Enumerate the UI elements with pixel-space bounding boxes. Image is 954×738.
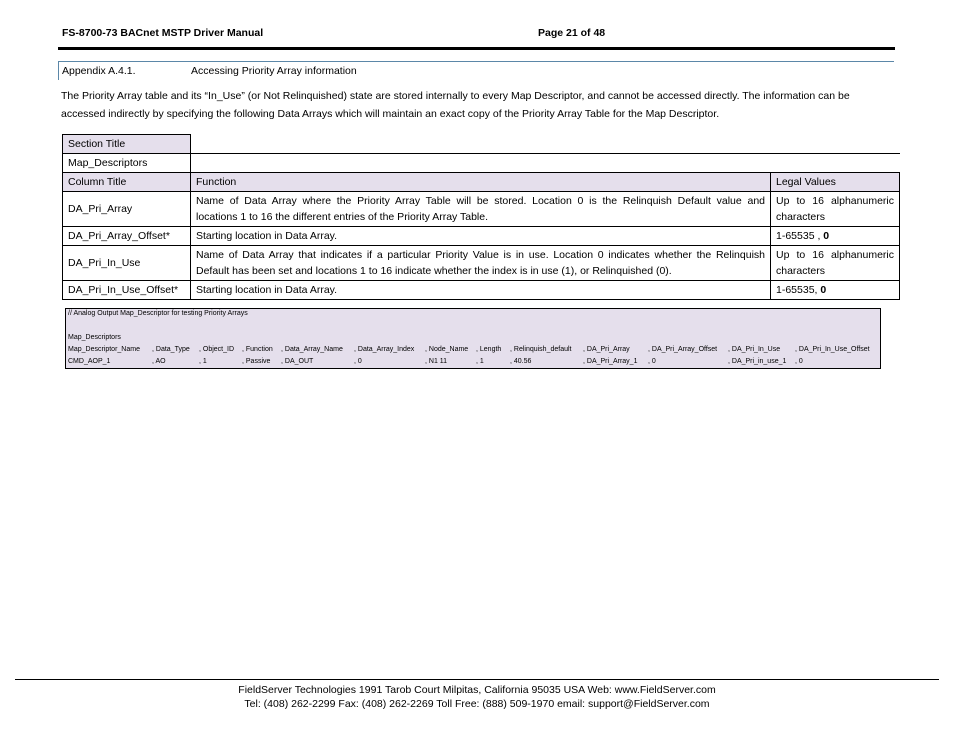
config-value: , AO	[152, 358, 166, 365]
config-value: , 40.56	[510, 358, 532, 365]
table-row	[63, 227, 900, 246]
row-function: Starting location in Data Array.	[191, 227, 771, 246]
config-column: , Object_ID	[199, 346, 235, 353]
table-header-row	[63, 173, 900, 192]
function-header: Function	[191, 173, 771, 192]
section-title-value: Map_Descriptors	[63, 154, 191, 173]
row-function: Name of Data Array where the Priority Array Table will be stored. Location 0 is the Relinquish Default value and locations 1 to 16 the different entries of the Priority Array Table.	[191, 192, 771, 227]
config-column: , Data_Type	[152, 346, 190, 353]
column-title-header: Column Title	[63, 173, 191, 192]
table-row	[63, 281, 900, 300]
table-row	[63, 192, 900, 227]
row-title: DA_Pri_Array	[63, 192, 191, 227]
section-title-label: Section Title	[63, 135, 191, 154]
config-column: , Data_Array_Index	[354, 346, 415, 353]
config-value-row	[66, 357, 882, 366]
config-value: , Passive	[242, 358, 271, 365]
config-value: , 0	[795, 358, 803, 365]
legal-values-header: Legal Values	[771, 173, 900, 192]
config-value: , 0	[648, 358, 656, 365]
row-legal-values: 1-65535 , 0	[771, 227, 900, 246]
document-title: FS-8700-73 BACnet MSTP Driver Manual	[62, 27, 264, 39]
config-value: , 0	[354, 358, 362, 365]
config-value: , N1 11	[425, 358, 448, 365]
row-legal-values: Up to 16 alphanumeric characters	[771, 246, 900, 281]
config-column: Map_Descriptor_Name	[68, 346, 140, 353]
config-column: , DA_Pri_In_Use	[728, 346, 781, 353]
table-row	[63, 246, 900, 281]
row-title: DA_Pri_In_Use	[63, 246, 191, 281]
row-title: DA_Pri_In_Use_Offset*	[63, 281, 191, 300]
config-value: , DA_OUT	[281, 358, 314, 365]
config-example-box	[65, 308, 881, 369]
intro-paragraph: The Priority Array table and its “In_Use” (or Not Relinquished) state are stored internally to every Map Descriptor, and cannot be accessed directly. The information can be accessed indirectly by specifying the following Data Arrays which will maintain an exact copy of the Priority Array Table for the Map Descriptor.	[61, 90, 850, 120]
config-value: CMD_AOP_1	[68, 358, 111, 365]
config-column: , DA_Pri_In_Use_Offset	[795, 346, 870, 353]
row-function: Name of Data Array that indicates if a particular Priority Value is in use. Location 0 indicates whether the Relinquish Default has been set and locations 1 to 16 indicate whether the index is in use (1), or Relinquished (0).	[191, 246, 771, 281]
config-column: , Node_Name	[425, 346, 469, 353]
footer-contact: Tel: (408) 262-2299 Fax: (408) 262-2269 Toll Free: (888) 509-1970 email: support@FieldServer.com	[244, 698, 710, 710]
config-section: Map_Descriptors	[68, 334, 121, 341]
row-legal-values: 1-65535, 0	[771, 281, 900, 300]
row-function: Starting location in Data Array.	[191, 281, 771, 300]
config-column: , DA_Pri_Array_Offset	[648, 346, 718, 353]
section-value-row	[63, 154, 900, 173]
appendix-title: Accessing Priority Array information	[191, 65, 357, 77]
config-value: , DA_Pri_Array_1	[583, 358, 638, 365]
config-value: , DA_Pri_in_use_1	[728, 358, 787, 365]
row-title: DA_Pri_Array_Offset*	[63, 227, 191, 246]
config-column-row	[66, 345, 882, 354]
priority-array-table	[62, 134, 900, 300]
appendix-heading-box	[58, 61, 894, 80]
config-value: , 1	[199, 358, 207, 365]
config-column: , Length	[476, 346, 502, 353]
page-number: Page 21 of 48	[538, 27, 606, 39]
row-legal-values: Up to 16 alphanumeric characters	[771, 192, 900, 227]
footer-address: FieldServer Technologies 1991 Tarob Court Milpitas, California 95035 USA Web: www.FieldServer.com	[238, 684, 716, 696]
section-title-row	[63, 135, 900, 154]
footer-divider	[15, 679, 939, 680]
header-divider	[58, 47, 895, 50]
config-column: , DA_Pri_Array	[583, 346, 630, 353]
config-column: , Function	[242, 346, 273, 353]
config-column: , Data_Array_Name	[281, 346, 343, 353]
config-value: , 1	[476, 358, 484, 365]
config-comment: // Analog Output Map_Descriptor for testing Priority Arrays	[68, 310, 248, 317]
appendix-number: Appendix A.4.1.	[62, 65, 136, 77]
config-column: , Relinquish_default	[510, 346, 572, 353]
